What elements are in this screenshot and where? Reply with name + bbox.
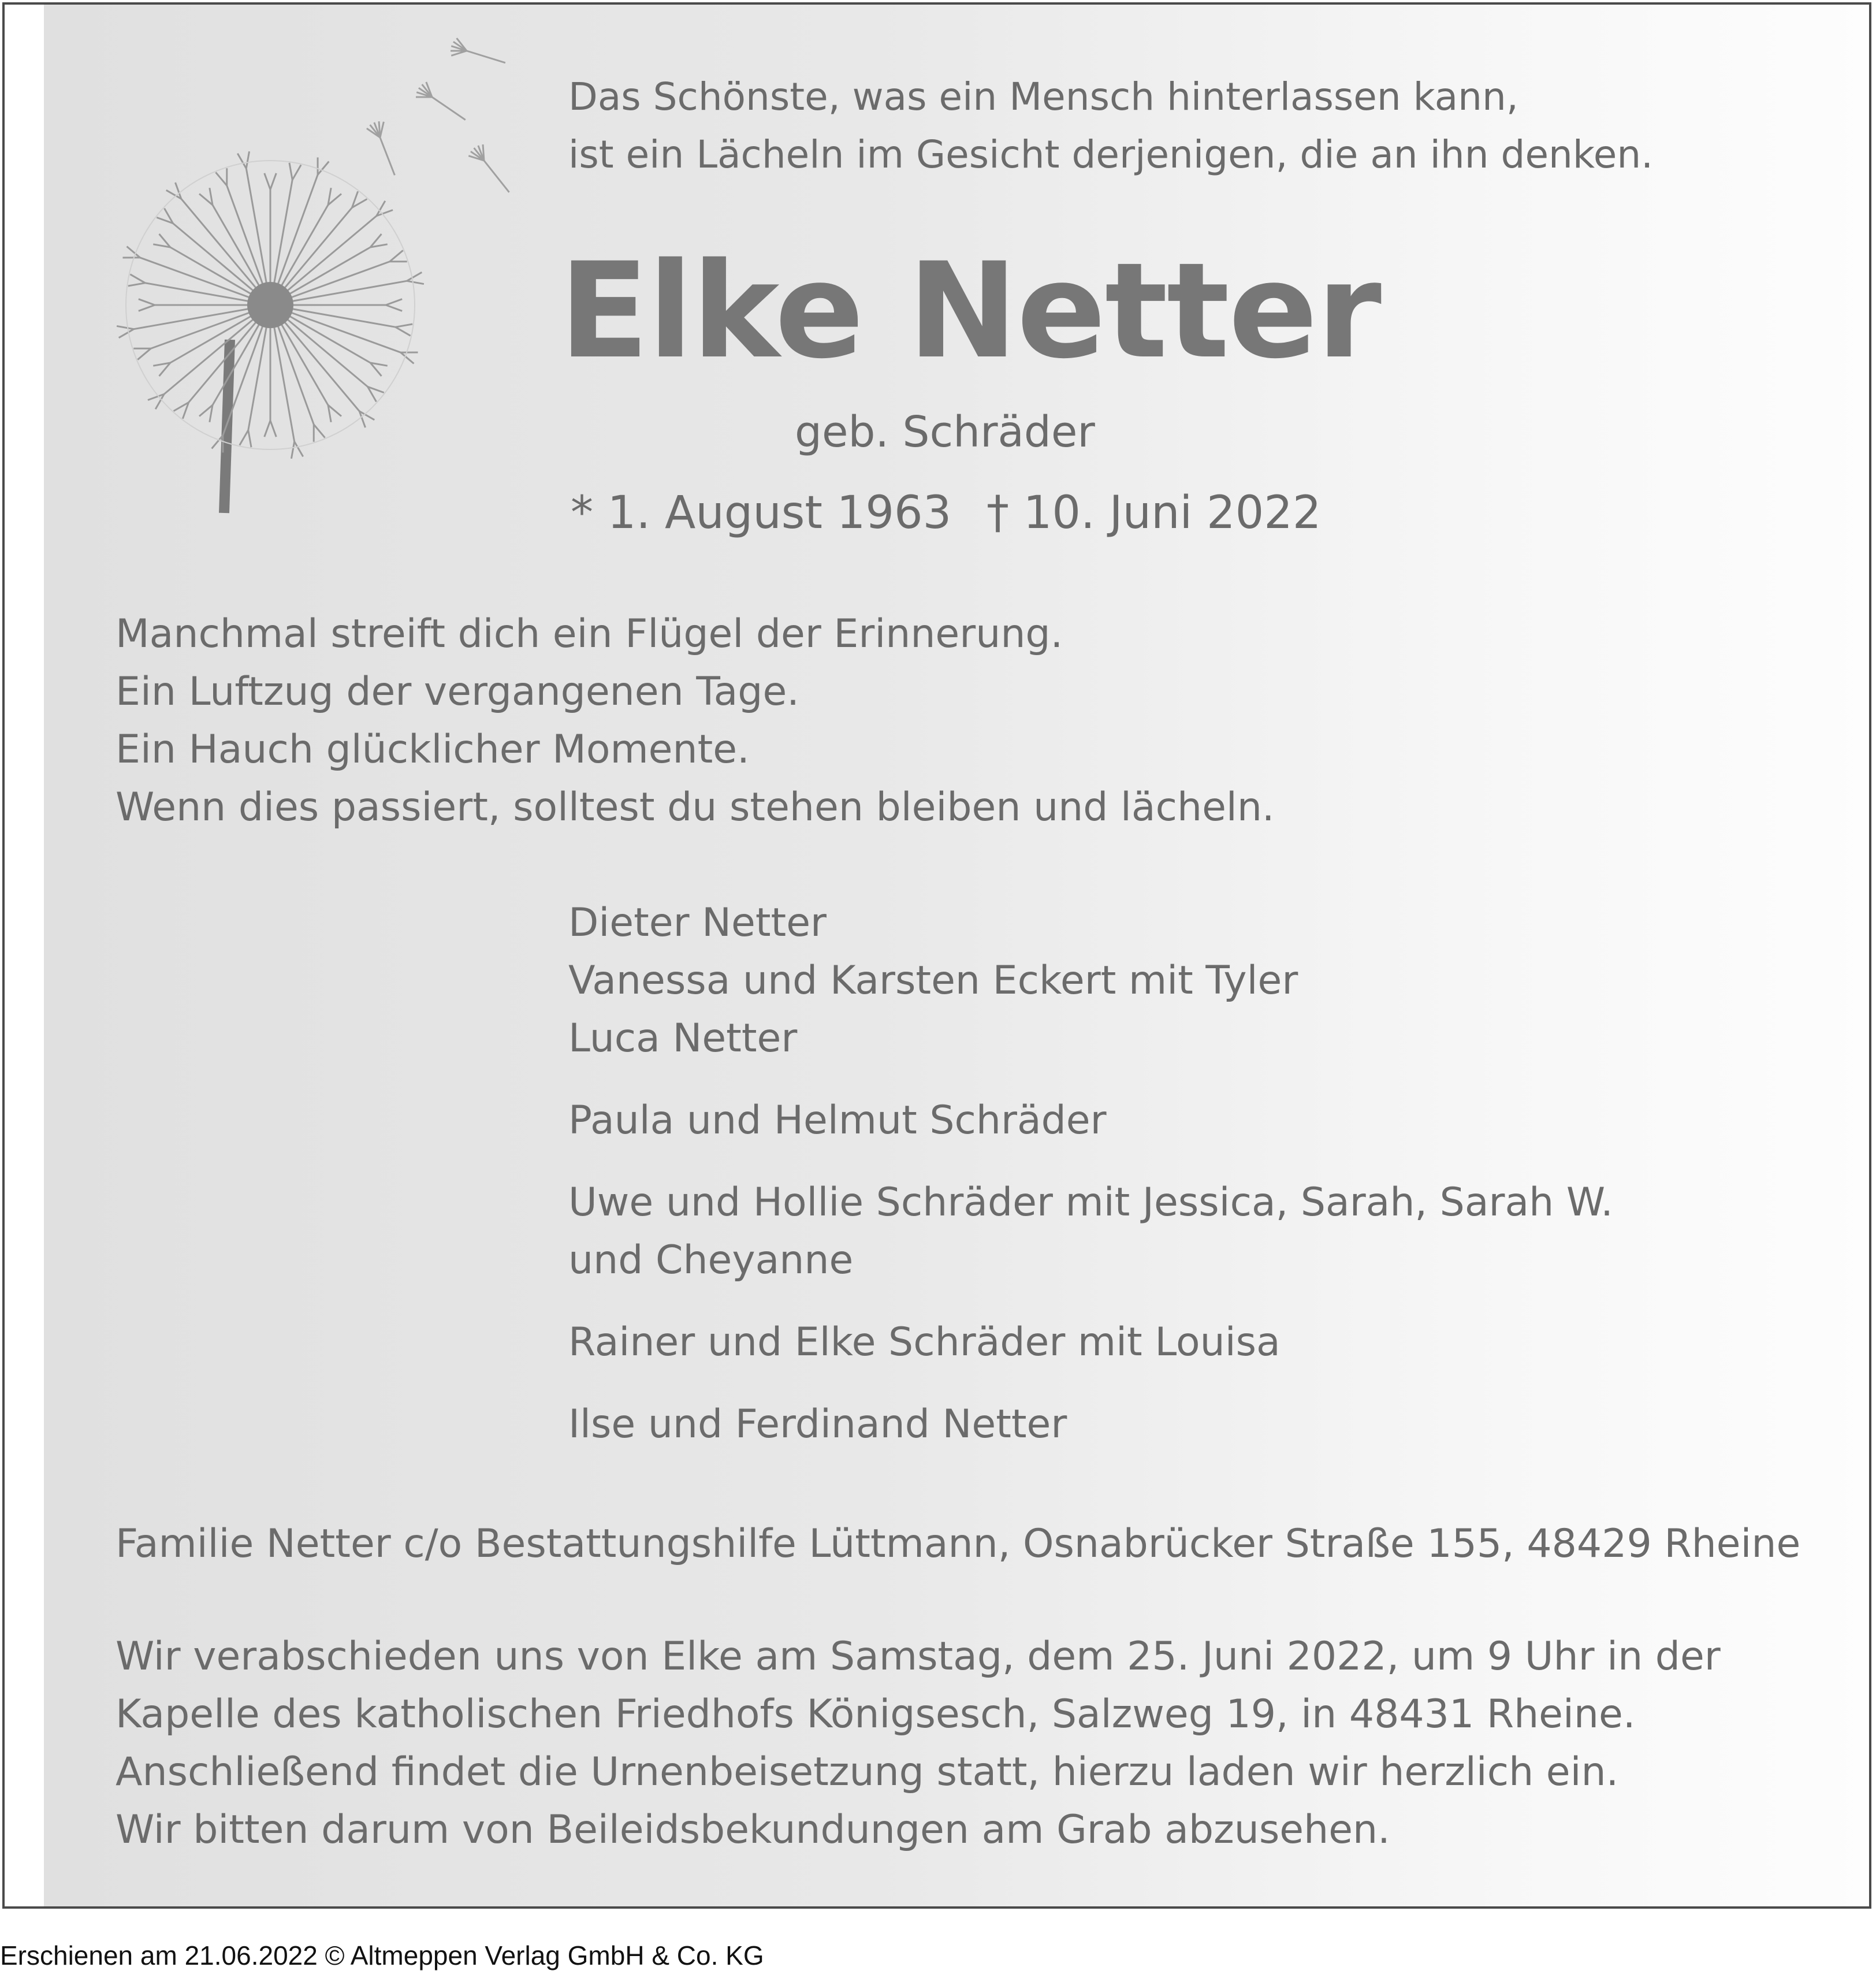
birth-date: * 1. August 1963	[571, 487, 952, 539]
mourner-group: Dieter Netter Vanessa und Karsten Eckert mit Tyler Luca Netter	[568, 900, 1298, 1061]
mourner-group: Uwe und Hollie Schräder mit Jessica, Sarah, Sarah W. und Cheyanne	[568, 1180, 1613, 1283]
dandelion-illustration	[109, 16, 524, 536]
deceased-name: Elke Netter	[559, 234, 1380, 388]
obituary-frame	[2, 2, 1871, 1909]
family-address: Familie Netter c/o Bestattungshilfe Lüttmann, Osnabrücker Straße 155, 48429 Rheine	[116, 1521, 1801, 1567]
mourner-group: Ilse und Ferdinand Netter	[568, 1401, 1067, 1447]
maiden-name: geb. Schräder	[795, 407, 1095, 457]
mourners-list	[568, 894, 1613, 1478]
motto-quote: Das Schönste, was ein Mensch hinterlassen kann, ist ein Lächeln im Gesicht derjenigen, die an ihn denken.	[568, 75, 1654, 177]
death-date: † 10. Juni 2022	[987, 487, 1322, 539]
publication-footer: Erschienen am 21.06.2022 © Altmeppen Verlag GmbH & Co. KG	[0, 1940, 764, 1970]
poem: Manchmal streift dich ein Flügel der Erinnerung. Ein Luftzug der vergangenen Tage. Ein Hauch glücklicher Momente. Wenn dies passiert, solltest du stehen bleiben und lächeln.	[116, 611, 1275, 830]
funeral-notice: Wir verabschieden uns von Elke am Samstag, dem 25. Juni 2022, um 9 Uhr in der Kapelle des katholischen Friedhofs Königsesch, Salzweg 19, in 48431 Rheine. Anschließend findet die Urnenbeisetzung statt, hierzu laden wir herzlich ein. Wir bitten darum von Beileidsbekundungen am Grab abzusehen.	[116, 1634, 1721, 1853]
mourner-group: Rainer und Elke Schräder mit Louisa	[568, 1319, 1281, 1365]
mourner-group: Paula und Helmut Schräder	[568, 1098, 1107, 1143]
